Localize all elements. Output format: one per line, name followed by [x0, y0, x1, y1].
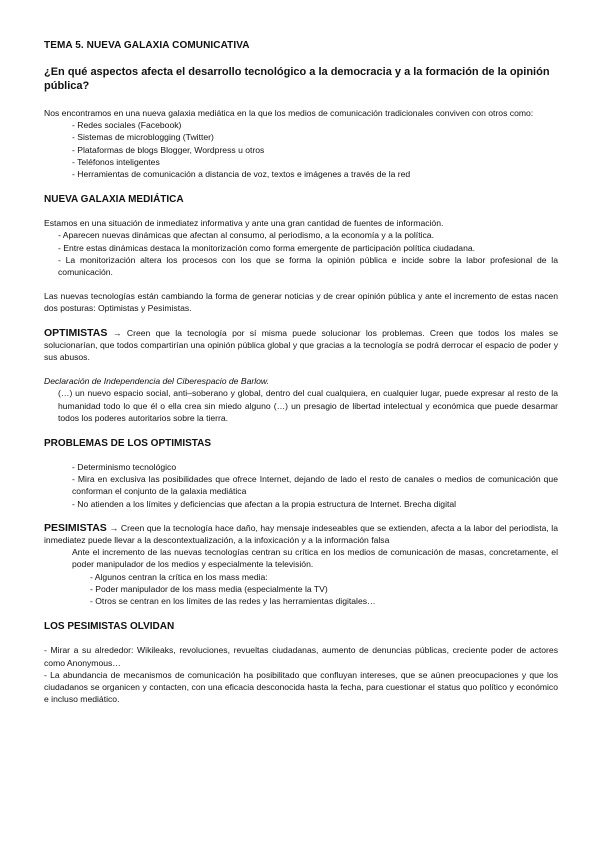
intro-paragraph: Nos encontramos en una nueva galaxia mediática en la que los medios de comunicación tradicionales conviven con otros como:: [44, 108, 534, 118]
list-item: - Mira en exclusiva las posibilidades que ofrece Internet, dejando de lado el resto de canales o medios de comunicación que conforman el conjunto de la galaxia mediática: [72, 474, 558, 497]
pesimistas-text: Creen que la tecnología hace daño, hay mensaje indeseables que se extienden, afecta a la labor del periodista, la inmediatez puede llevar a la descontextualización, a la infoxicación y a la información falsa: [44, 522, 558, 546]
list-item: - Determinismo tecnológico: [72, 462, 177, 473]
section-heading-problemas: PROBLEMAS DE LOS OPTIMISTAS: [44, 438, 212, 450]
pesimistas-paragraph-2: Ante el incremento de las nuevas tecnologías centran su crítica en los medios de comunicación de masas, concretamente, el poder manipulador de los medios y especialmente la televisión.: [72, 547, 558, 570]
pesimistas-paragraph: [44, 522, 558, 546]
list-item: - Otros se centran en los límites de las redes y las herramientas digitales…: [90, 596, 376, 607]
list-item: - Herramientas de comunicación a distancia de voz, textos e imágenes a través de la red: [72, 169, 411, 180]
document-title: TEMA 5. NUEVA GALAXIA COMUNICATIVA: [44, 40, 250, 51]
optimistas-paragraph: [44, 327, 558, 364]
arrow-right-icon: →: [109, 522, 119, 533]
list-item: - Sistemas de microblogging (Twitter): [72, 132, 214, 143]
list-item: - La abundancia de mecanismos de comunicación ha posibilitado que confluyan intereses, que se aúnen preocupaciones y que los ciudadanos se organicen y contacten, con una eficacia desconocida hasta la fecha, para cuestionar el status quo político y económico e incluso mediático.: [44, 669, 558, 705]
section-heading-galaxia: NUEVA GALAXIA MEDIÁTICA: [44, 194, 184, 206]
main-question: ¿En qué aspectos afecta el desarrollo tecnológico a la democracia y a la formación de la opinión pública?: [44, 66, 550, 92]
intro-list: [44, 119, 558, 180]
section-heading-olvidan: LOS PESIMISTAS OLVIDAN: [44, 621, 175, 633]
list-item: - No atienden a los límites y deficiencias que afectan a la propia estructura de Internet. Brecha digital: [72, 498, 457, 509]
document-page: [44, 40, 558, 705]
list-item: - Plataformas de blogs Blogger, Wordpress u otros: [72, 144, 265, 155]
list-item: - Poder manipulador de los mass media (especialmente la TV): [90, 583, 328, 594]
list-item: - Entre estas dinámicas destaca la monitorización como forma emergente de participación política ciudadana.: [58, 242, 476, 253]
list-item: - Mirar a su alrededor: Wikileaks, revoluciones, revueltas ciudadanas, aumento de denuncias públicas, creciente poder de actores como Anonymous…: [44, 645, 558, 668]
list-item: - Teléfonos inteligentes: [72, 156, 160, 167]
list-item: - Aparecen nuevas dinámicas que afectan al consumo, al periodismo, a la economía y a la política.: [58, 230, 434, 241]
optimistas-text: Creen que la tecnología por sí misma puede solucionar los problemas. Creen que todos los males se solucionarían, que todos compartirían una opinión pública global y que gracias a la tecnología se podrá derrocar el espacio de poder y sus abusos.: [44, 327, 558, 363]
declaration-quote: (…) un nuevo espacio social, anti–soberano y global, dentro del cual cualquiera, en cualquier lugar, puede expresar al resto de la humanidad todo lo que él o ella crea sin miedo alguno (…) un presagio de libertad intelectual y económica que puede desarmar todos los poderes autoritarios sobre la tierra.: [58, 388, 558, 423]
optimistas-label: OPTIMISTAS: [44, 326, 108, 339]
pesimistas-label: PESIMISTAS: [44, 521, 107, 534]
list-item: - Algunos centran la crítica en los mass media:: [90, 571, 268, 582]
section1-paragraph-2: Las nuevas tecnologías están cambiando la forma de generar noticias y de crear opinión pública y ante el incremento de estas nacen dos posturas: Optimistas y Pesimistas.: [44, 291, 558, 314]
list-item: - La monitorización altera los procesos con los que se forma la opinión pública e incide sobre la labor profesional de la comunicación.: [58, 254, 558, 278]
declaration-title: Declaración de Independencia del Ciberespacio de Barlow.: [44, 376, 270, 387]
olvidan-list: [44, 644, 558, 705]
problemas-list: [44, 461, 558, 510]
section1-list: [44, 229, 558, 278]
arrow-right-icon: →: [112, 327, 122, 338]
section1-paragraph: Estamos en una situación de inmediatez informativa y ante una gran cantidad de fuentes de información.: [44, 218, 444, 229]
list-item: - Redes sociales (Facebook): [72, 120, 182, 131]
pesimistas-list: [44, 571, 558, 608]
